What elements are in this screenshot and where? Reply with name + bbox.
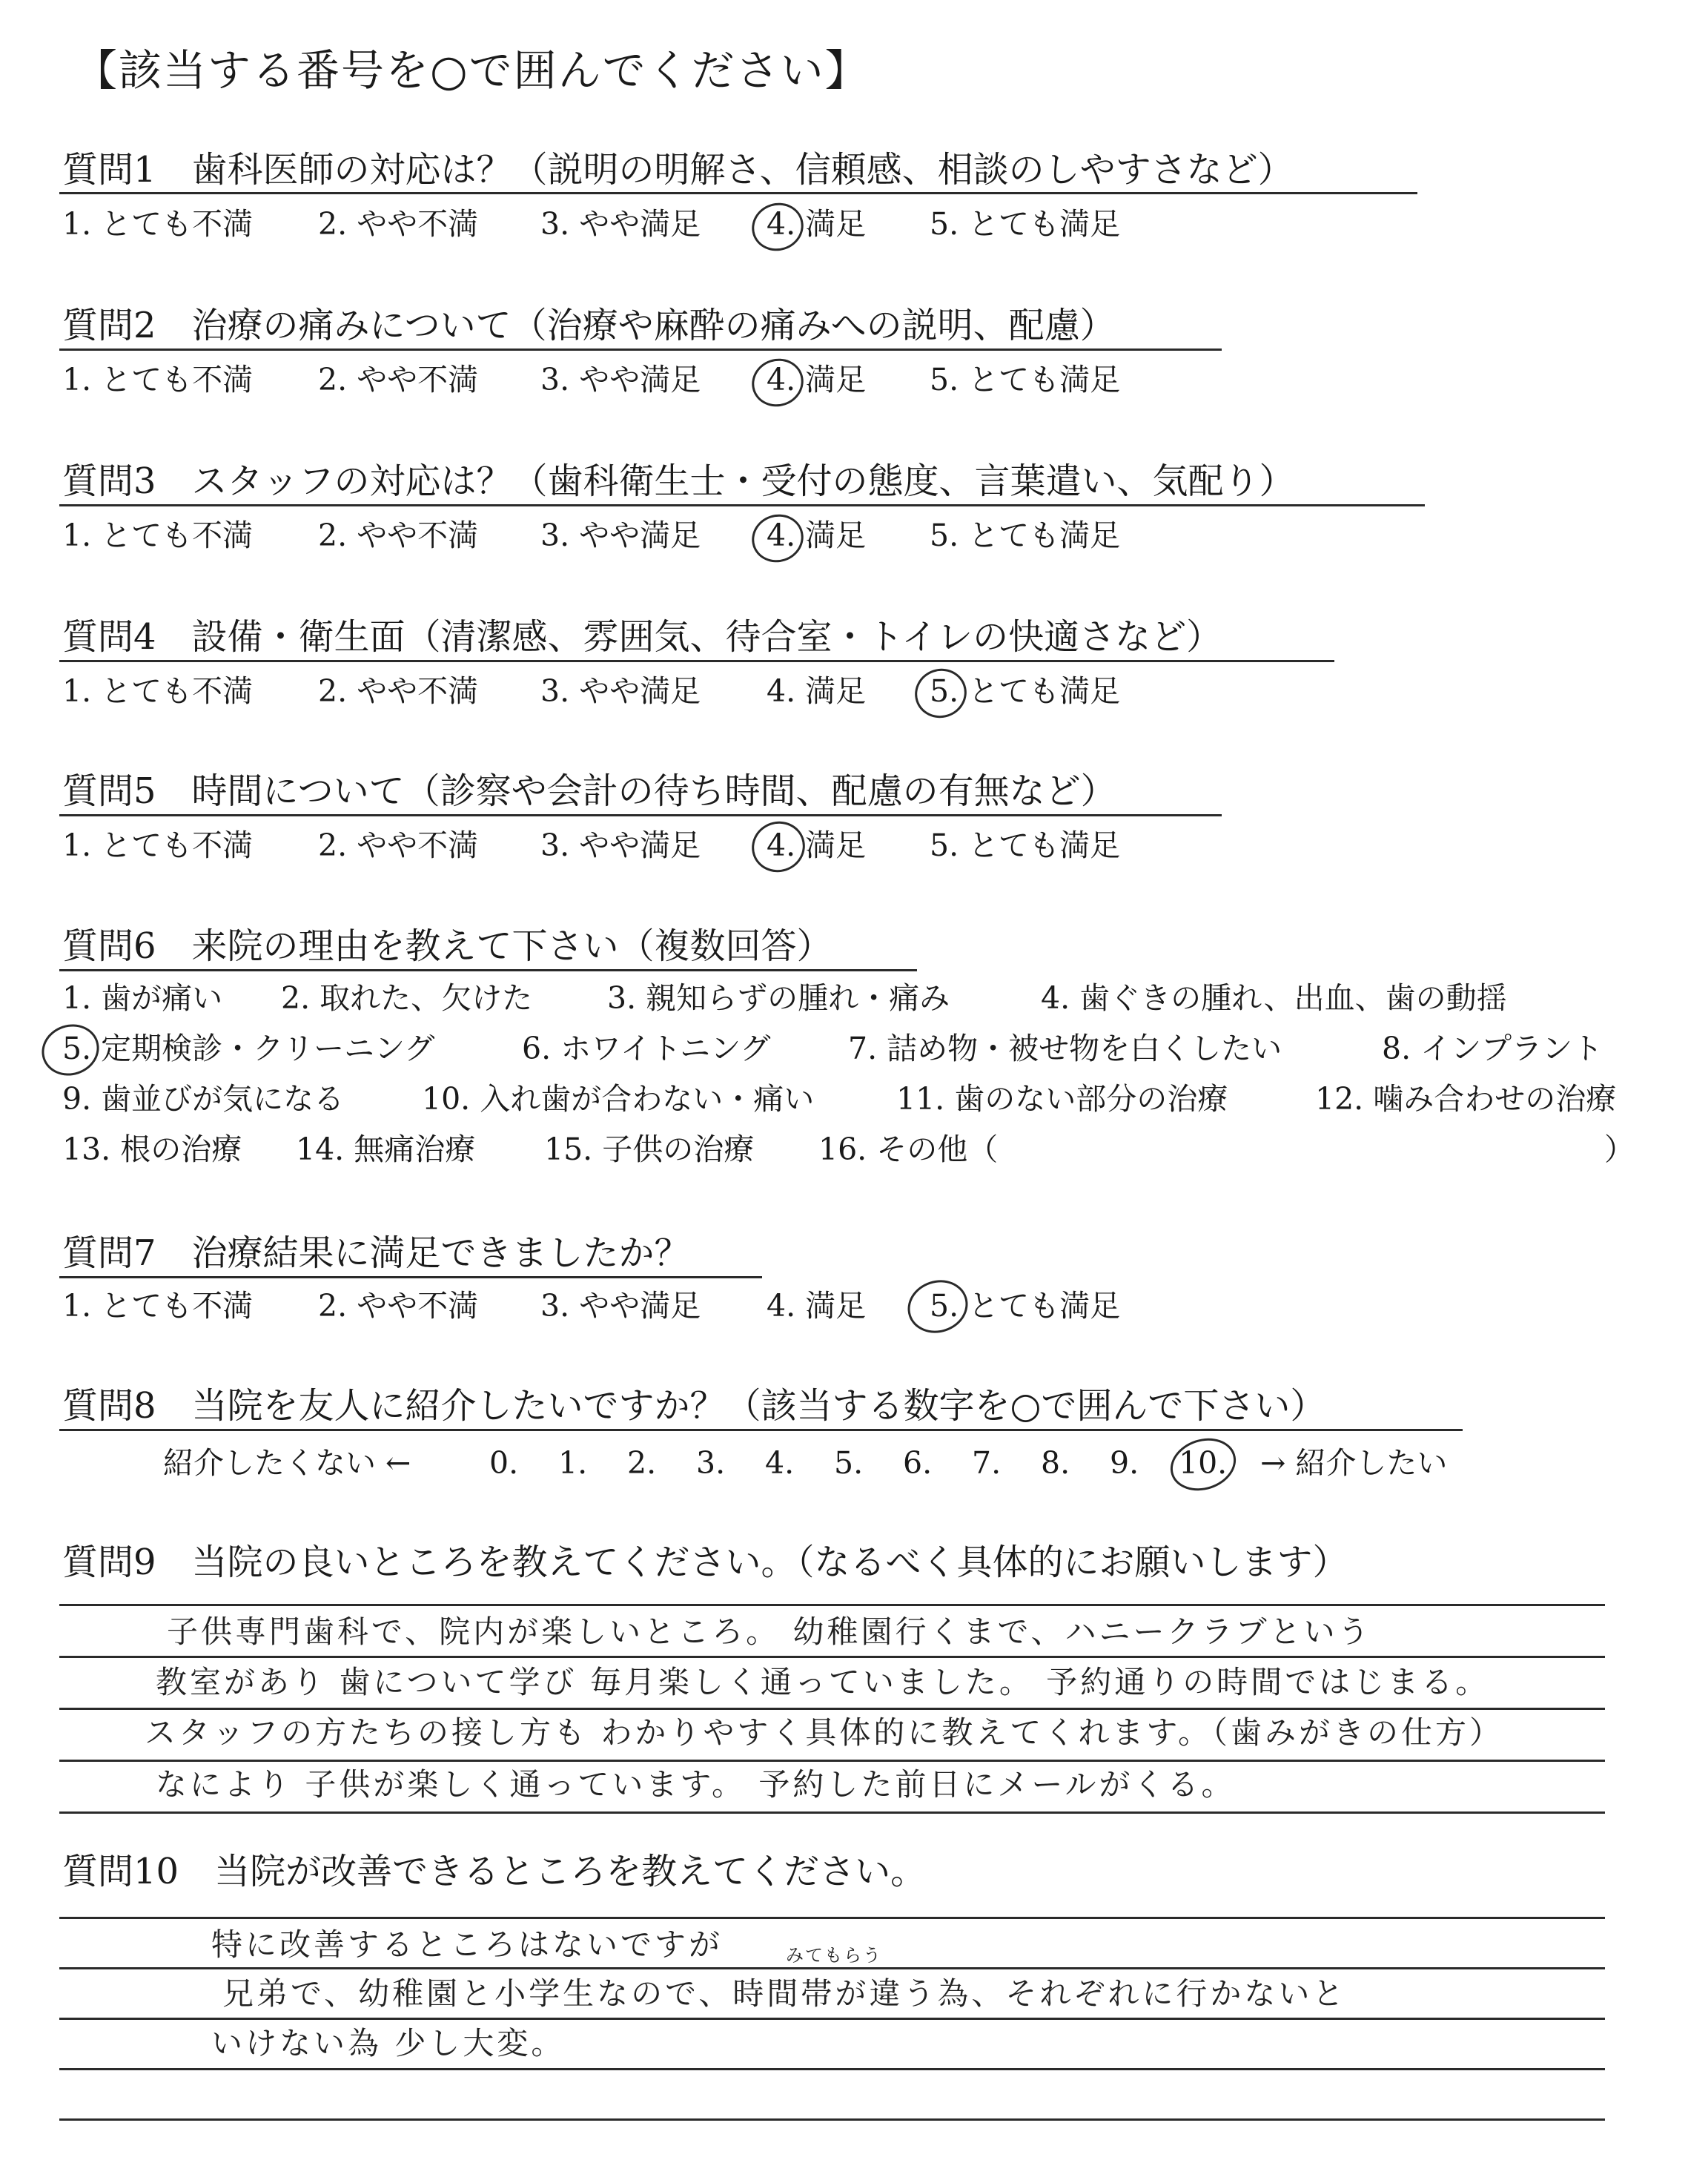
q9-handwritten-line-2: 教室があり 歯について学び 毎月楽しく通っていました。 予約通りの時間ではじまる。 [156, 1664, 1490, 1700]
question-2-options [62, 362, 1174, 402]
q5-option-5[interactable]: 5. とても満足 [930, 828, 1121, 863]
q6-option-5[interactable]: 5. 定期検診・クリーニング [62, 1031, 435, 1066]
q1-option-4[interactable]: 4. 満足 [767, 206, 867, 242]
q5-selected-circle [745, 815, 811, 879]
q7-option-4[interactable]: 4. 満足 [767, 1288, 867, 1324]
q9-handwritten-line-4: なにより 子供が楽しく通っています。 予約した前日にメールがくる。 [156, 1766, 1236, 1803]
question-7-options [62, 1288, 1174, 1328]
q6-option-12[interactable]: 12. 噛み合わせの治療 [1315, 1081, 1617, 1117]
q4-option-1[interactable]: 1. とても不満 [62, 673, 254, 709]
q7-option-3[interactable]: 3. やや満足 [540, 1288, 701, 1324]
q3-option-5[interactable]: 5. とても満足 [930, 518, 1121, 553]
q6-option-3[interactable]: 3. 親知らずの腫れ・痛み [607, 980, 950, 1016]
q10-answer-line [59, 1967, 1605, 1969]
question-2-underline [59, 349, 1222, 351]
question-1-underline [59, 192, 1417, 194]
q10-handwritten-line-3: いけない為 少し大変。 [211, 2025, 566, 2061]
q8-selected-circle [1164, 1430, 1243, 1499]
q2-option-4[interactable]: 4. 満足 [767, 362, 867, 397]
q8-number-7[interactable]: 7. [972, 1445, 1002, 1481]
q9-answer-line [59, 1811, 1605, 1814]
q4-selected-circle [909, 662, 973, 724]
q4-option-4[interactable]: 4. 満足 [767, 673, 867, 709]
question-6-title: 質問6 来院の理由を教えて下さい（複数回答） [62, 925, 833, 967]
q6-option-11[interactable]: 11. 歯のない部分の治療 [896, 1081, 1228, 1117]
q8-number-10[interactable]: 10. [1179, 1445, 1228, 1481]
q8-number-9[interactable]: 9. [1110, 1445, 1139, 1481]
q6-option-1[interactable]: 1. 歯が痛い [62, 980, 223, 1016]
q4-option-3[interactable]: 3. やや満足 [540, 673, 701, 709]
q6-option-7[interactable]: 7. 詰め物・被せ物を白くしたい [848, 1031, 1282, 1066]
q9-answer-line [59, 1656, 1605, 1658]
q10-handwritten-line-1: 特に改善するところはないですが [211, 1926, 724, 1963]
q6-option-2[interactable]: 2. 取れた、欠けた [281, 980, 533, 1016]
q8-number-1[interactable]: 1. [558, 1445, 588, 1481]
question-1-options [62, 206, 1174, 246]
q3-option-4[interactable]: 4. 満足 [767, 518, 867, 553]
survey-instruction-title: 【該当する番号を○で囲んでください】 [74, 45, 870, 96]
q3-option-3[interactable]: 3. やや満足 [540, 518, 701, 553]
q6-selected-circle [35, 1017, 105, 1083]
q6-option-10[interactable]: 10. 入れ歯が合わない・痛い [422, 1081, 815, 1117]
question-5-options [62, 830, 1174, 868]
question-3-title: 質問3 スタッフの対応は？（歯科衛生士・受付の態度、言葉遣い、気配り） [62, 460, 1295, 502]
q9-handwritten-line-1: 子供専門歯科で、院内が楽しいところ。 幼稚園行くまで、ハニークラブという [167, 1614, 1372, 1650]
question-8-scale [163, 1445, 1497, 1485]
question-3-options [62, 518, 1174, 558]
q4-option-2[interactable]: 2. やや不満 [318, 673, 479, 709]
q6-option-15[interactable]: 15. 子供の治療 [544, 1132, 755, 1167]
q10-handwritten-annotation: みてもらう [786, 1945, 882, 1966]
q5-option-1[interactable]: 1. とても不満 [62, 828, 254, 863]
q1-option-3[interactable]: 3. やや満足 [540, 206, 701, 242]
question-7-underline [59, 1276, 762, 1278]
q9-answer-line [59, 1604, 1605, 1606]
q9-handwritten-line-3: スタッフの方たちの接し方も わかりやすく具体的に教えてくれます。（歯みがきの仕方） [145, 1714, 1503, 1751]
q8-number-4[interactable]: 4. [765, 1445, 795, 1481]
question-8-title: 質問8 当院を友人に紹介したいですか？（該当する数字を○で囲んで下さい） [62, 1385, 1326, 1427]
q1-option-1[interactable]: 1. とても不満 [62, 206, 254, 242]
q7-selected-circle [901, 1272, 975, 1341]
q8-number-3[interactable]: 3. [696, 1445, 726, 1481]
q8-right-label: → 紹介したい [1260, 1445, 1448, 1481]
question-6-options [62, 980, 1649, 1198]
q8-number-8[interactable]: 8. [1041, 1445, 1070, 1481]
q6-option-4[interactable]: 4. 歯ぐきの腫れ、出血、歯の動揺 [1041, 980, 1507, 1016]
question-4-underline [59, 660, 1334, 662]
q6-option-6[interactable]: 6. ホワイトニング [522, 1031, 771, 1066]
question-4-title: 質問4 設備・衛生面（清潔感、雰囲気、待合室・トイレの快適さなど） [62, 616, 1222, 658]
q8-number-5[interactable]: 5. [834, 1445, 864, 1481]
q10-handwritten-line-2: 兄弟で、幼稚園と小学生なので、時間帯が違う為、それぞれに行かないと [222, 1975, 1347, 2012]
q6-option-13[interactable]: 13. 根の治療 [62, 1132, 242, 1167]
q5-option-3[interactable]: 3. やや満足 [540, 828, 701, 863]
q9-answer-line [59, 1708, 1605, 1710]
q2-option-1[interactable]: 1. とても不満 [62, 362, 254, 397]
q8-number-2[interactable]: 2. [627, 1445, 657, 1481]
q9-answer-line [59, 1760, 1605, 1762]
q10-answer-line [59, 2118, 1605, 2121]
question-5-underline [59, 814, 1222, 816]
q10-answer-line [59, 2018, 1605, 2020]
question-9-title: 質問9 当院の良いところを教えてください。（なるべく具体的にお願いします） [62, 1542, 1348, 1583]
q7-option-5[interactable]: 5. とても満足 [930, 1288, 1121, 1324]
q5-option-2[interactable]: 2. やや不満 [318, 828, 479, 863]
question-5-title: 質問5 時間について（診察や会計の待ち時間、配慮の有無など） [62, 770, 1116, 812]
q8-number-0[interactable]: 0. [489, 1445, 519, 1481]
question-3-underline [59, 504, 1425, 506]
question-1-title: 質問1 歯科医師の対応は？（説明の明解さ、信頼感、相談のしやすさなど） [62, 149, 1294, 191]
question-2-title: 質問2 治療の痛みについて（治療や麻酔の痛みへの説明、配慮） [62, 305, 1116, 346]
question-10-title: 質問10 当院が改善できるところを教えてください。 [62, 1851, 927, 1892]
question-4-options [62, 673, 1174, 713]
q2-option-3[interactable]: 3. やや満足 [540, 362, 701, 397]
q1-option-5[interactable]: 5. とても満足 [930, 206, 1121, 242]
q4-option-5[interactable]: 5. とても満足 [930, 673, 1121, 709]
q5-option-4[interactable]: 4. 満足 [767, 828, 867, 863]
q3-option-2[interactable]: 2. やや不満 [318, 518, 479, 553]
q10-answer-line [59, 2068, 1605, 2070]
q8-left-label: 紹介したくない ← [163, 1445, 411, 1481]
q2-option-2[interactable]: 2. やや不満 [318, 362, 479, 397]
q3-option-1[interactable]: 1. とても不満 [62, 518, 254, 553]
q1-option-2[interactable]: 2. やや不満 [318, 206, 479, 242]
question-7-title: 質問7 治療結果に満足できましたか？ [62, 1232, 690, 1274]
q6-option-8[interactable]: 8. インプラント [1382, 1031, 1603, 1066]
q6-other-close-paren: ） [1604, 1132, 1635, 1167]
q2-option-5[interactable]: 5. とても満足 [930, 362, 1121, 397]
question-8-underline [59, 1429, 1463, 1431]
q7-option-1[interactable]: 1. とても不満 [62, 1288, 254, 1324]
q6-option-14[interactable]: 14. 無痛治療 [296, 1132, 476, 1167]
question-6-underline [59, 969, 917, 971]
q7-option-2[interactable]: 2. やや不満 [318, 1288, 479, 1324]
q8-number-6[interactable]: 6. [903, 1445, 933, 1481]
q6-option-16[interactable]: 16. その他（ [818, 1132, 999, 1167]
q6-option-9[interactable]: 9. 歯並びが気になる [62, 1081, 345, 1117]
q10-answer-line [59, 1917, 1605, 1919]
